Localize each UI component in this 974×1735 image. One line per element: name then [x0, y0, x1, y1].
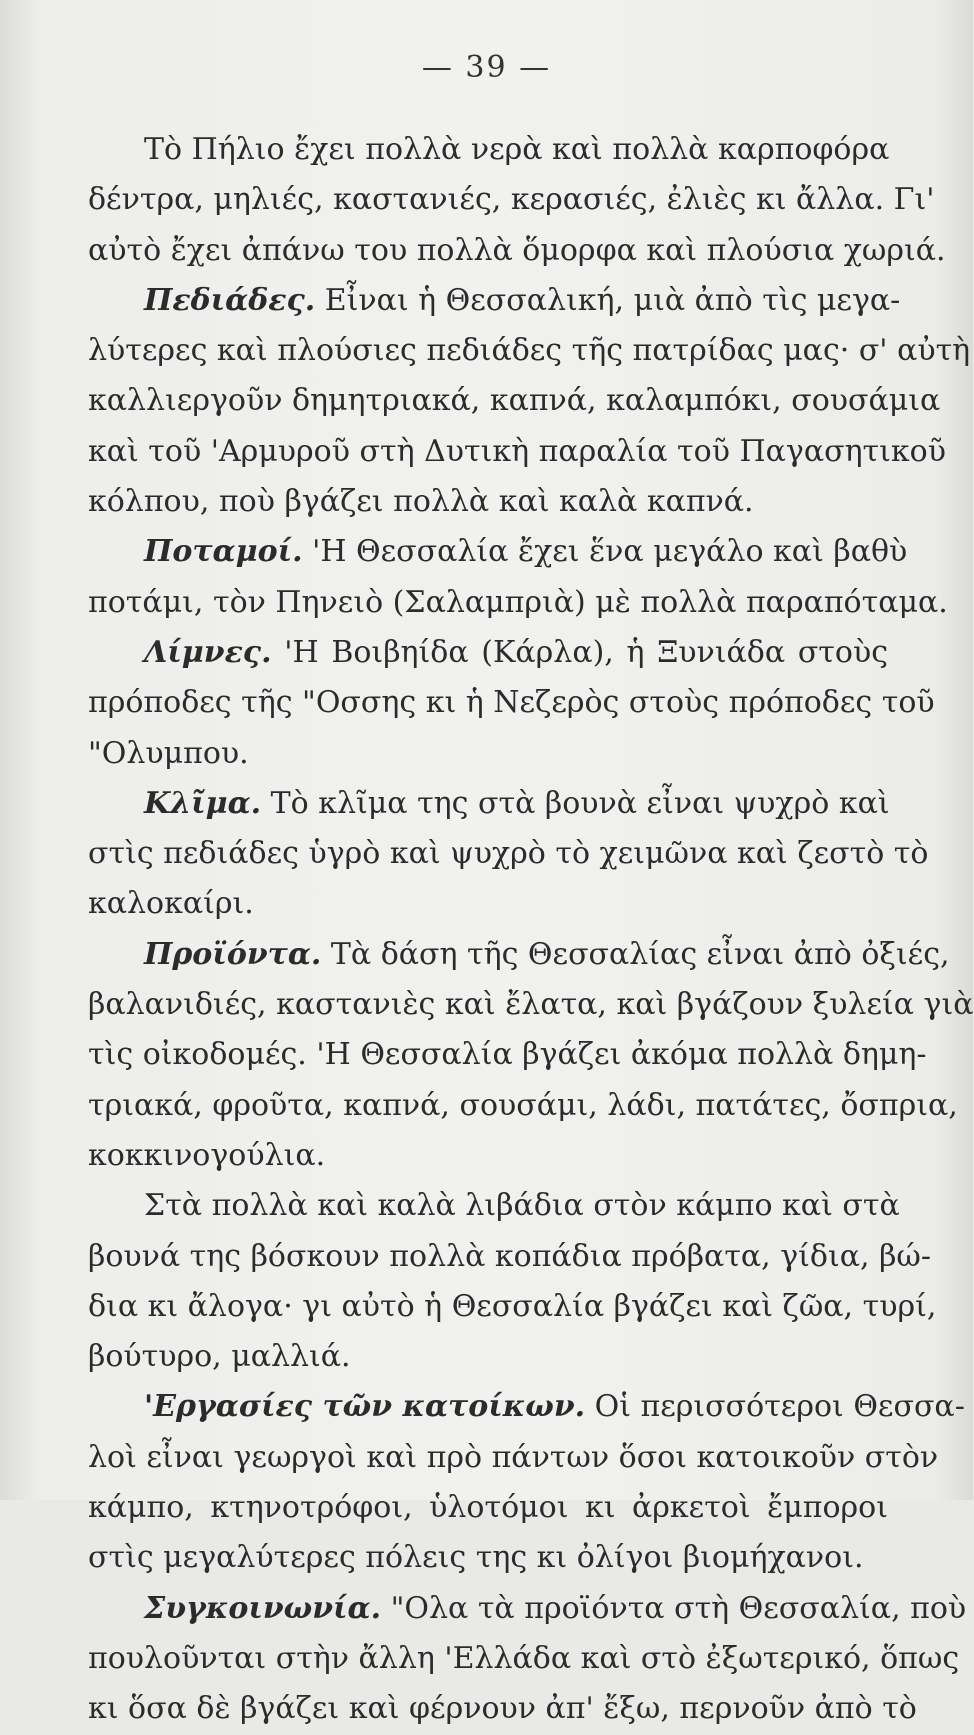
section-heading: Ποταμοί.	[144, 534, 303, 570]
text-line	[88, 125, 888, 175]
line-text: βουνά της βόσκουν πολλὰ κοπάδια πρόβατα, γίδια, βώ-	[88, 1238, 932, 1274]
page-text	[88, 125, 974, 1735]
line-text: κι ὅσα δὲ βγάζει καὶ φέρνουν ἀπ' ἔξω, περνοῦν ἀπὸ τὸ	[88, 1691, 917, 1727]
line-text: 'Η Βοιβηίδα (Κάρλα), ἡ Ξυνιάδα στοὺς	[271, 634, 888, 670]
text-line	[88, 1332, 888, 1382]
line-text: στὶς πεδιάδες ὑγρὸ καὶ ψυχρὸ τὸ χειμῶνα καὶ ζεστὸ τὸ	[88, 836, 929, 872]
text-line	[88, 829, 929, 879]
section-heading: Πεδιάδες.	[144, 282, 316, 318]
text-line	[88, 779, 888, 829]
text-line	[88, 175, 935, 225]
line-text: δια κι ἄλογα· γι αὐτὸ ἡ Θεσσαλία βγάζει καὶ ζῶα, τυρί,	[88, 1288, 937, 1324]
text-line	[88, 1533, 888, 1583]
text-line	[88, 376, 941, 426]
line-text: πρόποδες τῆς "Οσσης κι ἡ Νεζερὸς στοὺς πρόποδες τοῦ	[88, 685, 935, 721]
text-line	[88, 1584, 967, 1634]
section-heading: Συγκοινωνία.	[144, 1590, 382, 1626]
text-line	[88, 1483, 888, 1533]
line-text: κάμπο, κτηνοτρόφοι, ὑλοτόμοι κι ἀρκετοὶ ἔμποροι	[88, 1490, 888, 1526]
line-text: βαλανιδιές, καστανιὲς καὶ ἔλατα, καὶ βγάζουν ξυλεία γιὰ	[88, 987, 974, 1023]
line-text: πουλοῦνται στὴν ἄλλη 'Ελλάδα καὶ στὸ ἐξωτερικό, ὅπως	[88, 1640, 960, 1676]
text-line	[88, 1684, 917, 1734]
line-text: κόλπου, ποὺ βγάζει πολλὰ καὶ καλὰ καπνά.	[88, 484, 754, 520]
text-line	[88, 527, 908, 577]
line-text: τριακά, φροῦτα, καπνά, σουσάμι, λάδι, πατάτες, ὄσπρια,	[88, 1087, 958, 1123]
line-text: ποτάμι, τὸν Πηνειὸ (Σαλαμπριὰ) μὲ πολλὰ παραπόταμα.	[88, 584, 948, 620]
line-text: λύτερες καὶ πλούσιες πεδιάδες τῆς πατρίδας μας· σ' αὐτὴ	[88, 333, 971, 369]
line-text: καλοκαίρι.	[88, 886, 254, 922]
text-line	[88, 729, 888, 779]
text-line	[88, 930, 950, 980]
text-line	[88, 276, 901, 326]
line-text: κοκκινογούλια.	[88, 1137, 326, 1173]
section-heading: 'Εργασίες τῶν κατοίκων.	[144, 1389, 586, 1425]
text-line	[88, 1232, 932, 1282]
text-line	[88, 879, 888, 929]
line-text: "Ολυμπου.	[88, 735, 249, 771]
text-line	[88, 1382, 965, 1432]
section-heading: Προϊόντα.	[144, 936, 322, 972]
text-line	[88, 1634, 960, 1684]
text-line	[88, 628, 888, 678]
line-text: Τὸ Πήλιο ἔχει πολλὰ νερὰ καὶ πολλὰ καρποφόρα	[144, 132, 890, 167]
page-number: — 39 —	[421, 50, 552, 85]
text-line	[88, 1131, 888, 1181]
text-line	[88, 226, 946, 276]
line-text: στὶς μεγαλύτερες πόλεις της κι ὀλίγοι βιομήχανοι.	[88, 1540, 864, 1576]
text-line	[88, 427, 946, 477]
section-heading: Κλῖμα.	[144, 785, 262, 821]
text-line	[88, 980, 974, 1030]
text-line	[88, 678, 935, 728]
line-text: καὶ τοῦ 'Αρμυροῦ στὴ Δυτικὴ παραλία τοῦ Παγασητικοῦ	[88, 433, 946, 469]
line-text: δέντρα, μηλιές, καστανιές, κερασιές, ἐλιὲς κι ἄλλα. Γι'	[88, 182, 935, 218]
line-text: Εἶναι ἡ Θεσσαλική, μιὰ ἀπὸ τὶς μεγα-	[315, 282, 901, 318]
text-line	[88, 1081, 958, 1131]
line-text: λοὶ εἶναι γεωργοὶ καὶ πρὸ πάντων ὅσοι κατοικοῦν στὸν	[88, 1439, 939, 1475]
line-text: καλλιεργοῦν δημητριακά, καπνά, καλαμπόκι, σουσάμια	[88, 383, 941, 419]
line-text: Τὸ κλῖμα της στὰ βουνὰ εἶναι ψυχρὸ καὶ	[261, 785, 890, 821]
text-line	[88, 1181, 900, 1231]
line-text: Τὰ δάση τῆς Θεσσαλίας εἶναι ἀπὸ ὀξιές,	[321, 936, 950, 972]
text-line	[88, 1030, 927, 1080]
line-text: αὐτὸ ἔχει ἀπάνω του πολλὰ ὅμορφα καὶ πλούσια χωριά.	[88, 232, 946, 268]
section-heading: Λίμνες.	[144, 634, 272, 670]
text-line	[88, 1282, 937, 1332]
text-line	[88, 1433, 939, 1483]
text-line	[88, 326, 971, 376]
line-text: Οἱ περισσότεροι Θεσσα-	[585, 1389, 965, 1425]
text-line	[88, 578, 948, 628]
text-line	[88, 477, 888, 527]
line-text: βούτυρο, μαλλιά.	[88, 1339, 351, 1375]
line-text: Στὰ πολλὰ καὶ καλὰ λιβάδια στὸν κάμπο καὶ στὰ	[144, 1188, 900, 1224]
line-text: τὶς οἰκοδομές. 'Η Θεσσαλία βγάζει ἀκόμα πολλὰ δημη-	[88, 1037, 927, 1073]
line-text: 'Η Θεσσαλία ἔχει ἕνα μεγάλο καὶ βαθὺ	[302, 534, 908, 570]
line-text: "Ολα τὰ προϊόντα στὴ Θεσσαλία, ποὺ	[381, 1590, 967, 1626]
